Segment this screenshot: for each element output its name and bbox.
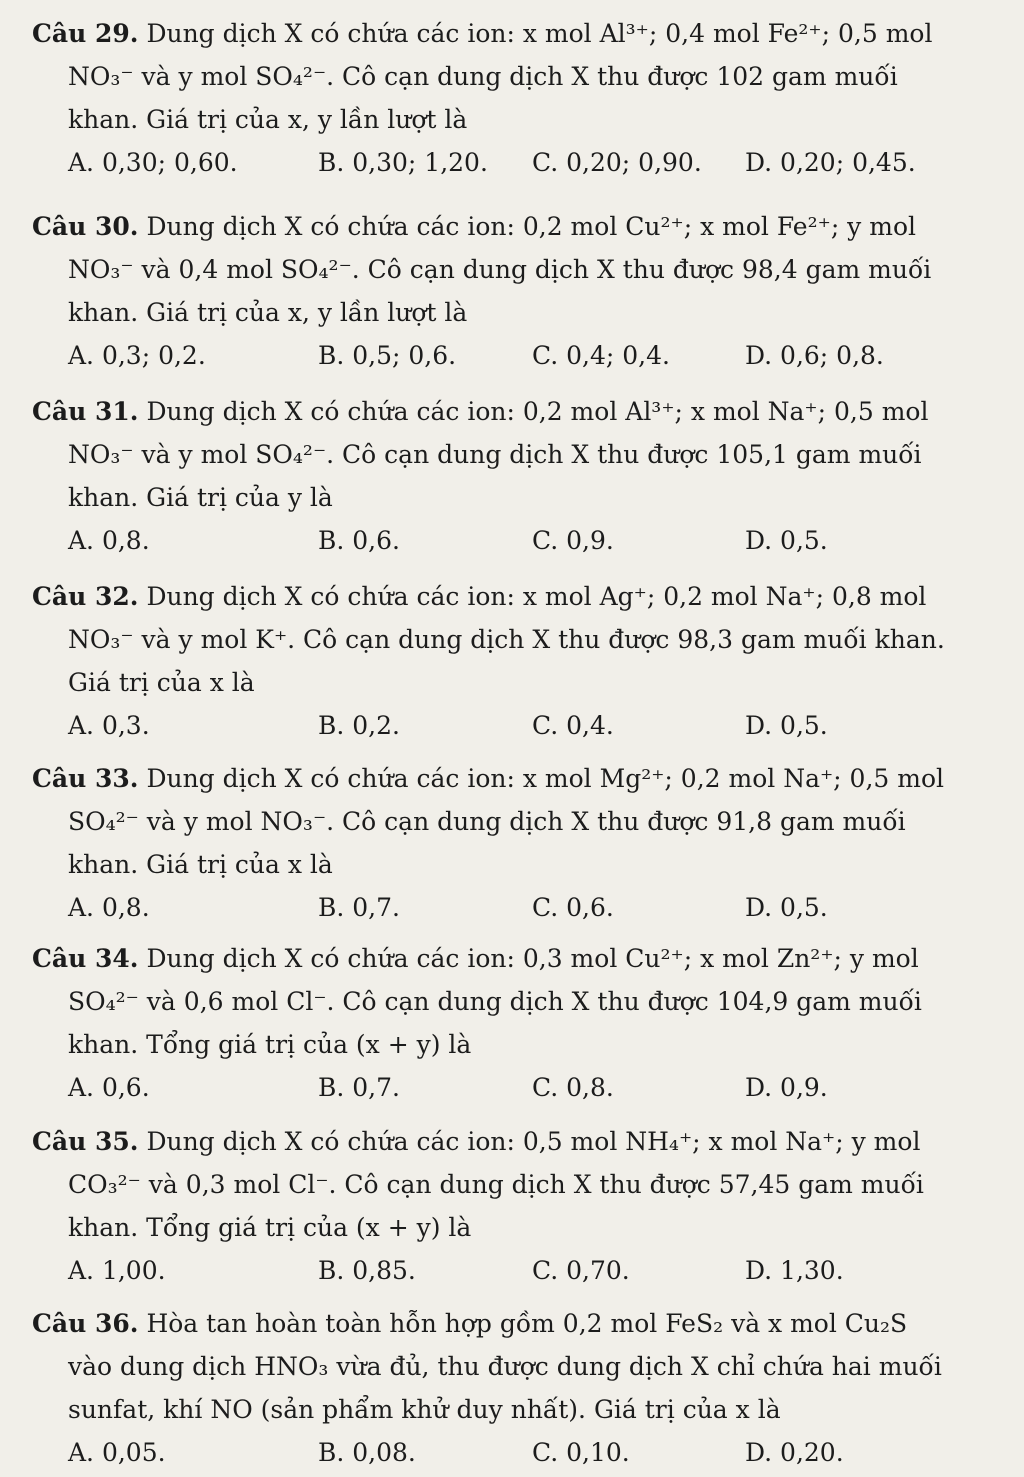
option-c: C. 0,6.: [532, 893, 614, 922]
question-30: [0, 205, 1024, 378]
question-line: CO₃²⁻ và 0,3 mol Cl⁻. Cô cạn dung dịch X thu được 57,45 gam muối: [68, 1170, 924, 1199]
question-34: [0, 937, 1024, 1110]
option-a: A. 0,8.: [68, 893, 150, 922]
option-c: C. 0,4.: [532, 711, 614, 740]
option-a: A. 0,3.: [68, 711, 150, 740]
option-d: D. 0,9.: [745, 1073, 828, 1102]
question-stem: [0, 12, 1024, 141]
option-c: C. 0,4; 0,4.: [532, 341, 670, 370]
question-line: khan. Giá trị của x là: [68, 850, 333, 879]
option-b: B. 0,08.: [318, 1438, 416, 1467]
option-b: B. 0,7.: [318, 1073, 400, 1102]
option-c: C. 0,20; 0,90.: [532, 148, 702, 177]
option-b: B. 0,30; 1,20.: [318, 148, 488, 177]
option-b: B. 0,6.: [318, 526, 400, 555]
question-number: Câu 29.: [32, 19, 139, 48]
question-line: SO₄²⁻ và 0,6 mol Cl⁻. Cô cạn dung dịch X thu được 104,9 gam muối: [68, 987, 922, 1016]
question-line: vào dung dịch HNO₃ vừa đủ, thu được dung dịch X chỉ chứa hai muối: [68, 1352, 942, 1381]
question-number: Câu 33.: [32, 764, 139, 793]
question-number: Câu 35.: [32, 1127, 139, 1156]
answer-options: [0, 1431, 1024, 1475]
answer-options: [0, 1066, 1024, 1110]
option-a: A. 1,00.: [68, 1256, 166, 1285]
question-32: [0, 575, 1024, 748]
question-35: [0, 1120, 1024, 1293]
question-line: Dung dịch X có chứa các ion: 0,3 mol Cu²⁺; x mol Zn²⁺; y mol: [146, 944, 919, 973]
question-stem: [0, 757, 1024, 886]
question-stem: [0, 1302, 1024, 1431]
question-line: SO₄²⁻ và y mol NO₃⁻. Cô cạn dung dịch X thu được 91,8 gam muối: [68, 807, 906, 836]
question-number: Câu 31.: [32, 397, 139, 426]
option-a: A. 0,05.: [68, 1438, 166, 1467]
question-line: Dung dịch X có chứa các ion: x mol Mg²⁺; 0,2 mol Na⁺; 0,5 mol: [146, 764, 944, 793]
question-stem: [0, 390, 1024, 519]
option-b: B. 0,2.: [318, 711, 400, 740]
question-stem: [0, 1120, 1024, 1249]
question-33: [0, 757, 1024, 930]
option-d: D. 0,20; 0,45.: [745, 148, 916, 177]
answer-options: [0, 1249, 1024, 1293]
question-number: Câu 32.: [32, 582, 139, 611]
option-d: D. 0,5.: [745, 711, 828, 740]
question-line: khan. Tổng giá trị của (x + y) là: [68, 1030, 472, 1059]
question-number: Câu 34.: [32, 944, 139, 973]
question-36: [0, 1302, 1024, 1475]
question-line: Dung dịch X có chứa các ion: x mol Ag⁺; 0,2 mol Na⁺; 0,8 mol: [146, 582, 927, 611]
question-line: khan. Giá trị của y là: [68, 483, 333, 512]
option-d: D. 0,5.: [745, 526, 828, 555]
question-line: NO₃⁻ và 0,4 mol SO₄²⁻. Cô cạn dung dịch X thu được 98,4 gam muối: [68, 255, 932, 284]
question-31: [0, 390, 1024, 563]
option-c: C. 0,9.: [532, 526, 614, 555]
option-d: D. 0,5.: [745, 893, 828, 922]
option-d: D. 0,6; 0,8.: [745, 341, 884, 370]
option-d: D. 0,20.: [745, 1438, 844, 1467]
option-c: C. 0,70.: [532, 1256, 630, 1285]
question-line: Giá trị của x là: [68, 668, 255, 697]
answer-options: [0, 141, 1024, 185]
question-line: khan. Giá trị của x, y lần lượt là: [68, 298, 468, 327]
option-a: A. 0,8.: [68, 526, 150, 555]
question-line: NO₃⁻ và y mol SO₄²⁻. Cô cạn dung dịch X thu được 102 gam muối: [68, 62, 898, 91]
option-c: C. 0,8.: [532, 1073, 614, 1102]
question-line: Dung dịch X có chứa các ion: x mol Al³⁺; 0,4 mol Fe²⁺; 0,5 mol: [146, 19, 933, 48]
question-line: NO₃⁻ và y mol SO₄²⁻. Cô cạn dung dịch X thu được 105,1 gam muối: [68, 440, 922, 469]
answer-options: [0, 334, 1024, 378]
question-line: sunfat, khí NO (sản phẩm khử duy nhất). Giá trị của x là: [68, 1395, 781, 1424]
option-b: B. 0,7.: [318, 893, 400, 922]
answer-options: [0, 704, 1024, 748]
option-a: A. 0,30; 0,60.: [68, 148, 238, 177]
option-b: B. 0,5; 0,6.: [318, 341, 457, 370]
question-stem: [0, 937, 1024, 1066]
question-number: Câu 30.: [32, 212, 139, 241]
question-stem: [0, 205, 1024, 334]
option-a: A. 0,3; 0,2.: [68, 341, 206, 370]
question-stem: [0, 575, 1024, 704]
option-b: B. 0,85.: [318, 1256, 416, 1285]
option-a: A. 0,6.: [68, 1073, 150, 1102]
option-c: C. 0,10.: [532, 1438, 630, 1467]
question-line: Dung dịch X có chứa các ion: 0,2 mol Cu²⁺; x mol Fe²⁺; y mol: [146, 212, 917, 241]
question-line: khan. Tổng giá trị của (x + y) là: [68, 1213, 472, 1242]
question-line: NO₃⁻ và y mol K⁺. Cô cạn dung dịch X thu được 98,3 gam muối khan.: [68, 625, 945, 654]
question-line: Hòa tan hoàn toàn hỗn hợp gồm 0,2 mol FeS₂ và x mol Cu₂S: [146, 1309, 908, 1338]
question-29: [0, 12, 1024, 185]
answer-options: [0, 519, 1024, 563]
question-line: Dung dịch X có chứa các ion: 0,2 mol Al³⁺; x mol Na⁺; 0,5 mol: [146, 397, 929, 426]
question-line: Dung dịch X có chứa các ion: 0,5 mol NH₄⁺; x mol Na⁺; y mol: [146, 1127, 921, 1156]
option-d: D. 1,30.: [745, 1256, 844, 1285]
question-number: Câu 36.: [32, 1309, 139, 1338]
question-line: khan. Giá trị của x, y lần lượt là: [68, 105, 468, 134]
answer-options: [0, 886, 1024, 930]
